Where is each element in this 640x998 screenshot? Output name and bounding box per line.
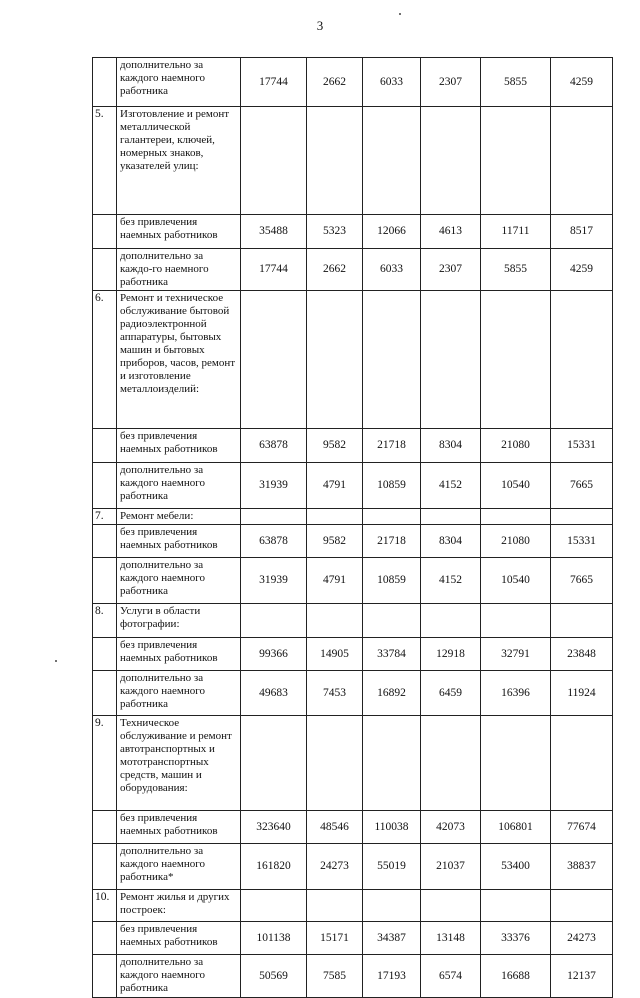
row-index xyxy=(93,249,117,291)
value-cell: 63878 xyxy=(241,429,307,463)
table-row xyxy=(93,890,613,922)
row-description: Ремонт мебели: xyxy=(117,509,241,525)
value-cell: 10540 xyxy=(481,463,551,509)
table-row xyxy=(93,291,613,429)
row-description: дополнительно за каждого наемного работника xyxy=(117,955,241,998)
value-cell: 9582 xyxy=(307,429,363,463)
row-index xyxy=(93,525,117,558)
value-cell: 17744 xyxy=(241,249,307,291)
value-cell: 16396 xyxy=(481,671,551,716)
table-row xyxy=(93,58,613,107)
value-cell: 99366 xyxy=(241,638,307,671)
value-cell: 21718 xyxy=(363,525,421,558)
value-cell xyxy=(307,890,363,922)
row-index xyxy=(93,558,117,604)
value-cell: 33784 xyxy=(363,638,421,671)
value-cell: 38837 xyxy=(551,844,613,890)
row-index: 7. xyxy=(93,509,117,525)
table-row xyxy=(93,107,613,215)
value-cell: 106801 xyxy=(481,811,551,844)
value-cell: 6574 xyxy=(421,955,481,998)
row-index: 8. xyxy=(93,604,117,638)
tariff-table xyxy=(92,57,613,998)
row-index xyxy=(93,922,117,955)
row-description: без привлечения наемных работников xyxy=(117,811,241,844)
row-index xyxy=(93,463,117,509)
table-row xyxy=(93,558,613,604)
value-cell: 11924 xyxy=(551,671,613,716)
value-cell: 32791 xyxy=(481,638,551,671)
value-cell xyxy=(241,716,307,811)
value-cell xyxy=(363,890,421,922)
table-row xyxy=(93,249,613,291)
value-cell xyxy=(307,604,363,638)
value-cell: 33376 xyxy=(481,922,551,955)
row-description: дополнительно за каждого наемного работника* xyxy=(117,844,241,890)
value-cell xyxy=(481,604,551,638)
value-cell: 110038 xyxy=(363,811,421,844)
value-cell: 16892 xyxy=(363,671,421,716)
value-cell: 161820 xyxy=(241,844,307,890)
value-cell: 31939 xyxy=(241,463,307,509)
row-index xyxy=(93,955,117,998)
table-row xyxy=(93,811,613,844)
value-cell: 4791 xyxy=(307,463,363,509)
value-cell: 63878 xyxy=(241,525,307,558)
row-description: Изготовление и ремонт металлической галантереи, ключей, номерных знаков, указателей улиц: xyxy=(117,107,241,215)
value-cell xyxy=(421,716,481,811)
row-description: дополнительно за каждого наемного работника xyxy=(117,463,241,509)
value-cell: 4259 xyxy=(551,58,613,107)
value-cell xyxy=(307,716,363,811)
value-cell: 10859 xyxy=(363,463,421,509)
table-row xyxy=(93,429,613,463)
value-cell xyxy=(421,291,481,429)
table-row xyxy=(93,604,613,638)
value-cell xyxy=(481,107,551,215)
value-cell xyxy=(481,716,551,811)
value-cell: 7665 xyxy=(551,558,613,604)
value-cell xyxy=(481,890,551,922)
value-cell: 49683 xyxy=(241,671,307,716)
table-body xyxy=(93,58,613,998)
value-cell: 11711 xyxy=(481,215,551,249)
value-cell: 12137 xyxy=(551,955,613,998)
value-cell: 5855 xyxy=(481,249,551,291)
value-cell: 2307 xyxy=(421,249,481,291)
value-cell: 24273 xyxy=(307,844,363,890)
value-cell: 48546 xyxy=(307,811,363,844)
table-row xyxy=(93,671,613,716)
value-cell xyxy=(551,107,613,215)
scan-speck xyxy=(399,13,401,15)
row-description: дополнительно за каждого наемного работника xyxy=(117,671,241,716)
row-index xyxy=(93,638,117,671)
table-row xyxy=(93,955,613,998)
value-cell: 5855 xyxy=(481,58,551,107)
value-cell: 8517 xyxy=(551,215,613,249)
value-cell: 21080 xyxy=(481,429,551,463)
row-description: без привлечения наемных работников xyxy=(117,429,241,463)
value-cell: 4152 xyxy=(421,558,481,604)
value-cell: 5323 xyxy=(307,215,363,249)
value-cell: 34387 xyxy=(363,922,421,955)
table-row xyxy=(93,463,613,509)
value-cell: 15171 xyxy=(307,922,363,955)
row-description: Ремонт жилья и других построек: xyxy=(117,890,241,922)
row-index xyxy=(93,844,117,890)
value-cell xyxy=(481,291,551,429)
row-index: 10. xyxy=(93,890,117,922)
row-description: без привлечения наемных работников xyxy=(117,215,241,249)
value-cell xyxy=(551,890,613,922)
value-cell: 23848 xyxy=(551,638,613,671)
table-row xyxy=(93,509,613,525)
value-cell xyxy=(551,716,613,811)
value-cell: 17744 xyxy=(241,58,307,107)
table-row xyxy=(93,716,613,811)
value-cell: 31939 xyxy=(241,558,307,604)
value-cell xyxy=(241,291,307,429)
value-cell: 101138 xyxy=(241,922,307,955)
value-cell: 8304 xyxy=(421,429,481,463)
value-cell: 21037 xyxy=(421,844,481,890)
value-cell xyxy=(307,509,363,525)
value-cell: 53400 xyxy=(481,844,551,890)
row-index xyxy=(93,671,117,716)
value-cell xyxy=(241,890,307,922)
value-cell: 13148 xyxy=(421,922,481,955)
value-cell xyxy=(241,604,307,638)
row-description: Услуги в области фотографии: xyxy=(117,604,241,638)
value-cell: 35488 xyxy=(241,215,307,249)
value-cell xyxy=(421,107,481,215)
value-cell: 7585 xyxy=(307,955,363,998)
row-description: дополнительно за каждого наемного работника xyxy=(117,558,241,604)
value-cell: 15331 xyxy=(551,429,613,463)
value-cell xyxy=(421,604,481,638)
row-description: дополнительно за каждо-го наемного работника xyxy=(117,249,241,291)
value-cell: 4791 xyxy=(307,558,363,604)
row-index: 6. xyxy=(93,291,117,429)
value-cell xyxy=(421,890,481,922)
value-cell: 4613 xyxy=(421,215,481,249)
value-cell xyxy=(551,291,613,429)
value-cell: 7665 xyxy=(551,463,613,509)
value-cell xyxy=(363,716,421,811)
value-cell: 9582 xyxy=(307,525,363,558)
row-index: 9. xyxy=(93,716,117,811)
value-cell xyxy=(551,604,613,638)
value-cell: 7453 xyxy=(307,671,363,716)
row-description: без привлечения наемных работников xyxy=(117,638,241,671)
value-cell: 4152 xyxy=(421,463,481,509)
value-cell: 10859 xyxy=(363,558,421,604)
value-cell xyxy=(421,509,481,525)
row-index: 5. xyxy=(93,107,117,215)
value-cell xyxy=(307,107,363,215)
row-description: Техническое обслуживание и ремонт автотранспортных и мототранспортных средств, машин и оборудования: xyxy=(117,716,241,811)
value-cell: 6033 xyxy=(363,58,421,107)
value-cell: 55019 xyxy=(363,844,421,890)
value-cell: 12918 xyxy=(421,638,481,671)
value-cell xyxy=(363,291,421,429)
value-cell: 21080 xyxy=(481,525,551,558)
row-description: Ремонт и техническое обслуживание бытовой радиоэлектронной аппаратуры, бытовых машин и бытовых приборов, часов, ремонт и изготовление металлоизделий: xyxy=(117,291,241,429)
value-cell xyxy=(481,509,551,525)
value-cell: 17193 xyxy=(363,955,421,998)
table-row xyxy=(93,844,613,890)
value-cell: 16688 xyxy=(481,955,551,998)
row-index xyxy=(93,58,117,107)
value-cell: 15331 xyxy=(551,525,613,558)
value-cell: 2662 xyxy=(307,58,363,107)
value-cell: 2307 xyxy=(421,58,481,107)
value-cell xyxy=(241,509,307,525)
value-cell: 6033 xyxy=(363,249,421,291)
value-cell: 21718 xyxy=(363,429,421,463)
row-description: без привлечения наемных работников xyxy=(117,922,241,955)
row-index xyxy=(93,811,117,844)
table-row xyxy=(93,525,613,558)
value-cell xyxy=(363,107,421,215)
value-cell: 6459 xyxy=(421,671,481,716)
page-number: 3 xyxy=(316,18,324,33)
table-row xyxy=(93,638,613,671)
table-row xyxy=(93,215,613,249)
value-cell: 12066 xyxy=(363,215,421,249)
value-cell xyxy=(551,509,613,525)
row-description: без привлечения наемных работников xyxy=(117,525,241,558)
value-cell: 24273 xyxy=(551,922,613,955)
value-cell: 10540 xyxy=(481,558,551,604)
table-row xyxy=(93,922,613,955)
value-cell: 2662 xyxy=(307,249,363,291)
value-cell: 14905 xyxy=(307,638,363,671)
value-cell xyxy=(363,509,421,525)
row-description: дополнительно за каждого наемного работника xyxy=(117,58,241,107)
value-cell xyxy=(241,107,307,215)
row-index xyxy=(93,429,117,463)
value-cell: 42073 xyxy=(421,811,481,844)
value-cell: 8304 xyxy=(421,525,481,558)
value-cell: 4259 xyxy=(551,249,613,291)
scan-speck xyxy=(55,660,57,662)
value-cell xyxy=(363,604,421,638)
value-cell: 77674 xyxy=(551,811,613,844)
value-cell: 323640 xyxy=(241,811,307,844)
value-cell xyxy=(307,291,363,429)
value-cell: 50569 xyxy=(241,955,307,998)
row-index xyxy=(93,215,117,249)
